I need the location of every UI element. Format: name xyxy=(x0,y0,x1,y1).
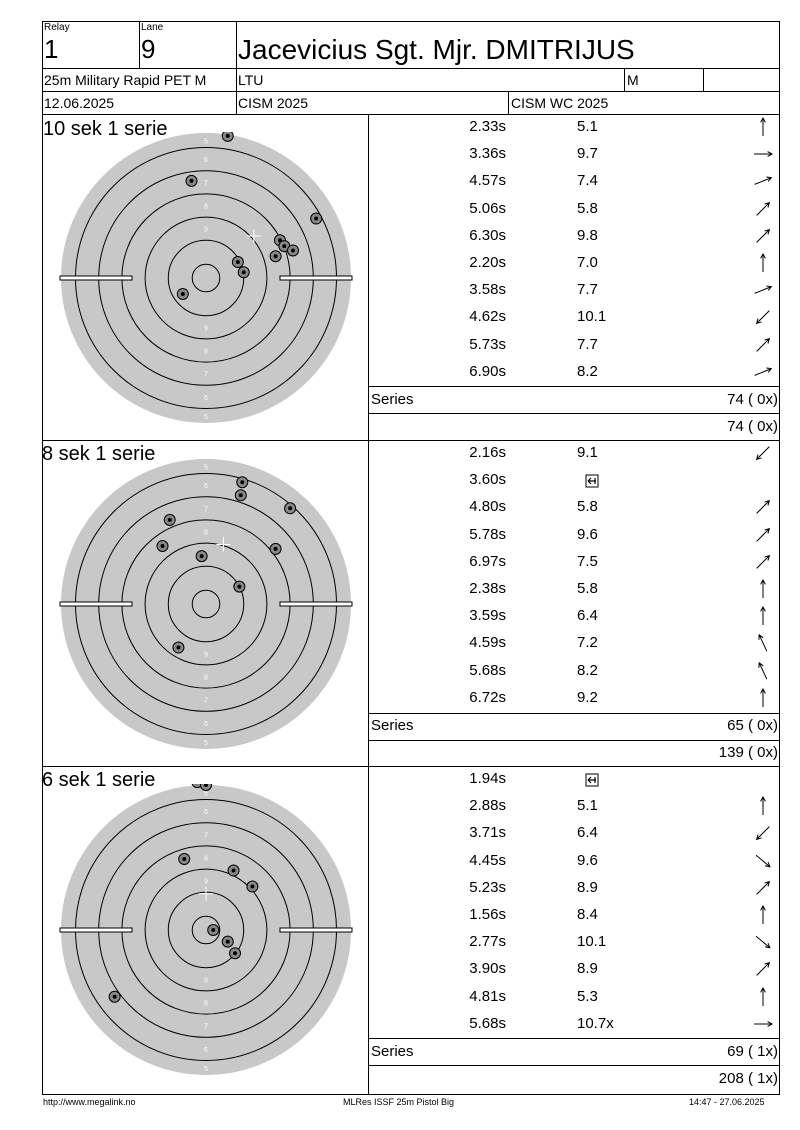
ring-number: 9 xyxy=(204,226,208,234)
shot-hole xyxy=(230,948,241,959)
shot-hole xyxy=(311,213,322,224)
gender: M xyxy=(627,72,639,88)
shot-value: 10.1 xyxy=(577,933,607,951)
shot-value: 5.1 xyxy=(577,797,598,815)
shot-value: 8.9 xyxy=(577,960,598,978)
shot-row xyxy=(369,766,779,793)
ring-number: 7 xyxy=(204,697,208,705)
shot-row xyxy=(369,658,779,685)
shot-hole xyxy=(196,551,207,562)
series-title: 6 sek 1 serie xyxy=(42,769,156,791)
match-date: 12.06.2025 xyxy=(44,95,115,111)
shot-row xyxy=(369,114,779,141)
shot-hole xyxy=(157,541,168,552)
direction-arrow-icon xyxy=(752,660,774,682)
shot-time: 6.97s xyxy=(469,552,506,570)
shot-value: 9.1 xyxy=(577,444,598,461)
shot-time: 3.59s xyxy=(469,607,506,625)
ring-number: 8 xyxy=(204,348,208,356)
shot-value: 9.6 xyxy=(577,851,598,869)
shot-row xyxy=(369,820,779,847)
target-side-bar xyxy=(60,276,132,280)
shot-value: 8.9 xyxy=(577,878,598,896)
event-name: 25m Military Rapid PET M xyxy=(44,72,207,88)
series-section-3 xyxy=(42,766,780,1095)
shot-row xyxy=(369,332,779,359)
relay-number: 1 xyxy=(44,34,59,64)
target-3 xyxy=(59,784,353,1076)
series-score: 74 ( 0x) xyxy=(727,391,778,408)
ring-number: 9 xyxy=(204,977,208,985)
direction-arrow-icon xyxy=(752,334,774,356)
direction-arrow-icon xyxy=(752,252,774,274)
direction-arrow-icon xyxy=(752,795,774,817)
series-section-2 xyxy=(42,440,780,767)
ring-number: 8 xyxy=(204,1000,208,1008)
shot-list-1 xyxy=(369,114,779,386)
ring-number: 5 xyxy=(204,1065,208,1073)
ring-number: 7 xyxy=(204,180,208,188)
direction-arrow-icon xyxy=(752,279,774,301)
ring-number: 6 xyxy=(204,1046,208,1054)
total-score: 74 ( 0x) xyxy=(727,418,778,435)
shot-row xyxy=(369,250,779,277)
shot-row xyxy=(369,168,779,195)
shot-time: 5.78s xyxy=(469,525,506,543)
shot-value: 7.0 xyxy=(577,254,598,271)
series-section-1 xyxy=(42,114,780,441)
shot-time: 5.68s xyxy=(469,1014,506,1032)
direction-arrow-icon xyxy=(752,822,774,844)
shot-hole xyxy=(201,784,212,791)
shot-value: 9.6 xyxy=(577,525,598,543)
shot-time: 5.23s xyxy=(469,878,506,896)
shot-hole xyxy=(288,245,299,256)
shot-time: 6.72s xyxy=(469,688,506,706)
direction-arrow-icon xyxy=(752,931,774,953)
direction-arrow-icon xyxy=(752,605,774,627)
ring-number: 5 xyxy=(204,464,208,472)
ring-number: 9 xyxy=(204,878,208,886)
ring-number: 5 xyxy=(204,138,208,146)
ring-number: 8 xyxy=(204,529,208,537)
series-label: Series xyxy=(371,391,414,408)
shot-time: 3.60s xyxy=(469,471,506,489)
shot-row xyxy=(369,929,779,956)
shot-hole xyxy=(179,853,190,864)
ring-number: 5 xyxy=(204,790,208,798)
shot-time: 6.90s xyxy=(469,362,506,380)
target-side-bar xyxy=(280,276,352,280)
shot-value: 5.1 xyxy=(577,118,598,135)
direction-arrow-icon xyxy=(752,632,774,654)
target-side-bar xyxy=(60,928,132,932)
lane-label: Lane xyxy=(141,22,164,33)
shot-time: 4.57s xyxy=(469,172,506,190)
shot-value: 5.8 xyxy=(577,199,598,217)
shot-hole xyxy=(238,267,249,278)
series-label: Series xyxy=(371,717,414,734)
shot-row xyxy=(369,875,779,902)
shot-value: 5.3 xyxy=(577,987,598,1005)
shot-time: 3.36s xyxy=(469,145,506,163)
direction-arrow-icon xyxy=(752,687,774,709)
shot-row xyxy=(369,793,779,820)
ring-number: 9 xyxy=(204,325,208,333)
direction-arrow-icon xyxy=(752,442,774,464)
series-score: 69 ( 1x) xyxy=(727,1043,778,1060)
ring-number: 6 xyxy=(204,157,208,165)
shot-value: 7.7 xyxy=(577,281,598,299)
shot-time: 4.45s xyxy=(469,851,506,869)
total-score: 139 ( 0x) xyxy=(718,744,778,761)
direction-arrow-icon xyxy=(752,958,774,980)
shot-row xyxy=(369,576,779,603)
shot-hole xyxy=(232,257,243,268)
shot-hole xyxy=(109,991,120,1002)
shot-row xyxy=(369,549,779,576)
shot-row xyxy=(369,440,779,467)
shot-value: 7.5 xyxy=(577,552,598,570)
shot-time: 4.81s xyxy=(469,987,506,1005)
shot-hole xyxy=(177,288,188,299)
ring-number: 6 xyxy=(204,483,208,491)
ring-number: 5 xyxy=(204,739,208,747)
ring-number: 8 xyxy=(204,855,208,863)
target-2 xyxy=(59,458,353,750)
shot-row xyxy=(369,467,779,494)
direction-arrow-icon xyxy=(752,551,774,573)
direction-arrow-icon xyxy=(752,877,774,899)
ring-number: 7 xyxy=(204,832,208,840)
ring-number: 8 xyxy=(204,203,208,211)
shot-hole xyxy=(208,925,219,936)
shot-value: 6.4 xyxy=(577,607,598,625)
shot-value: 7.2 xyxy=(577,634,598,652)
direction-arrow-icon xyxy=(752,170,774,192)
footer-url: http://www.megalink.no xyxy=(43,1097,136,1107)
shot-value: 10.1 xyxy=(577,308,607,326)
direction-arrow-icon xyxy=(752,904,774,926)
direction-arrow-icon xyxy=(752,1013,774,1035)
shot-row xyxy=(369,522,779,549)
series-score: 65 ( 0x) xyxy=(727,717,778,734)
shot-hole xyxy=(247,881,258,892)
direction-arrow-icon xyxy=(752,116,774,138)
shot-time: 2.16s xyxy=(469,444,506,461)
shot-row xyxy=(369,984,779,1011)
shot-value: 9.8 xyxy=(577,226,598,244)
target-1 xyxy=(59,132,353,424)
ring-number: 6 xyxy=(204,394,208,402)
shot-hole xyxy=(285,503,296,514)
shot-time: 2.77s xyxy=(469,933,506,951)
shot-hole xyxy=(173,642,184,653)
nation: LTU xyxy=(238,72,264,88)
shot-value: 8.2 xyxy=(577,661,598,679)
shot-row xyxy=(369,359,779,386)
shot-hole xyxy=(222,936,233,947)
ring-number: 7 xyxy=(204,371,208,379)
ring-number: 5 xyxy=(204,413,208,421)
ring-number: 6 xyxy=(204,809,208,817)
direction-arrow-icon xyxy=(752,986,774,1008)
direction-arrow-icon xyxy=(752,850,774,872)
shot-hole xyxy=(186,175,197,186)
shot-row xyxy=(369,603,779,630)
target-side-bar xyxy=(280,928,352,932)
series-title: 10 sek 1 serie xyxy=(43,118,168,140)
direction-arrow-icon xyxy=(752,578,774,600)
shot-time: 1.94s xyxy=(469,770,506,787)
shot-row xyxy=(369,902,779,929)
match-name: CISM WC 2025 xyxy=(511,95,609,111)
shot-value: 7.7 xyxy=(577,335,598,353)
shot-time: 4.62s xyxy=(469,308,506,326)
shot-value: 10.7x xyxy=(577,1014,614,1032)
shot-value: 8.4 xyxy=(577,906,598,923)
shot-hole xyxy=(234,581,245,592)
footer-printed: 14:47 - 27.06.2025 xyxy=(689,1097,765,1107)
shot-time: 6.30s xyxy=(469,226,506,244)
shot-time: 2.33s xyxy=(469,118,506,135)
shot-time: 4.80s xyxy=(469,498,506,516)
shot-time: 3.90s xyxy=(469,960,506,978)
direction-arrow-icon xyxy=(752,306,774,328)
shot-hole xyxy=(237,477,248,488)
shot-time: 5.68s xyxy=(469,661,506,679)
total-score: 208 ( 1x) xyxy=(718,1070,778,1087)
shot-value: 5.8 xyxy=(577,498,598,516)
shot-time: 3.58s xyxy=(469,281,506,299)
series-label: Series xyxy=(371,1043,414,1060)
shot-row xyxy=(369,277,779,304)
shot-value: 8.2 xyxy=(577,362,598,380)
direction-arrow-icon xyxy=(752,524,774,546)
shot-value: 6.4 xyxy=(577,824,598,842)
direction-arrow-icon xyxy=(752,143,774,165)
shot-hole xyxy=(270,251,281,262)
shot-row xyxy=(369,196,779,223)
shot-list-2 xyxy=(369,440,779,713)
shot-time: 5.73s xyxy=(469,335,506,353)
shot-row xyxy=(369,848,779,875)
shot-time: 2.38s xyxy=(469,580,506,597)
shot-value: 7.4 xyxy=(577,172,598,190)
target-side-bar xyxy=(280,602,352,606)
shot-hole xyxy=(222,132,233,141)
shot-time: 1.56s xyxy=(469,906,506,923)
shot-row xyxy=(369,223,779,250)
shot-time: 5.06s xyxy=(469,199,506,217)
ring-number: 9 xyxy=(204,651,208,659)
shot-hole xyxy=(228,865,239,876)
miss-marker-icon xyxy=(585,773,599,787)
shot-hole xyxy=(164,514,175,525)
competition: CISM 2025 xyxy=(238,95,309,111)
target-side-bar xyxy=(60,602,132,606)
athlete-name: Jacevicius Sgt. Mjr. DMITRIJUS xyxy=(238,34,635,65)
direction-arrow-icon xyxy=(752,198,774,220)
shot-row xyxy=(369,630,779,657)
ring-number: 7 xyxy=(204,506,208,514)
footer-software: MLRes ISSF 25m Pistol Big xyxy=(343,1097,455,1107)
shot-list-3 xyxy=(369,766,779,1038)
shot-value: 9.7 xyxy=(577,145,598,163)
direction-arrow-icon xyxy=(752,225,774,247)
shot-time: 4.59s xyxy=(469,634,506,652)
direction-arrow-icon xyxy=(752,361,774,383)
shot-value: 9.2 xyxy=(577,688,598,706)
miss-marker-icon xyxy=(585,474,599,488)
shot-hole xyxy=(235,490,246,501)
shot-row xyxy=(369,494,779,521)
relay-label: Relay xyxy=(44,22,70,33)
shot-row xyxy=(369,685,779,712)
direction-arrow-icon xyxy=(752,496,774,518)
ring-number: 8 xyxy=(204,674,208,682)
shot-row xyxy=(369,956,779,983)
ring-number: 6 xyxy=(204,720,208,728)
shot-time: 2.88s xyxy=(469,797,506,815)
shot-time: 3.71s xyxy=(469,824,506,842)
shot-row xyxy=(369,141,779,168)
series-title: 8 sek 1 serie xyxy=(42,443,156,465)
shot-time: 2.20s xyxy=(469,254,506,271)
lane-number: 9 xyxy=(141,34,156,64)
shot-hole xyxy=(270,543,281,554)
shot-row xyxy=(369,304,779,331)
shot-row xyxy=(369,1011,779,1038)
shot-value: 5.8 xyxy=(577,580,598,597)
ring-number: 7 xyxy=(204,1023,208,1031)
